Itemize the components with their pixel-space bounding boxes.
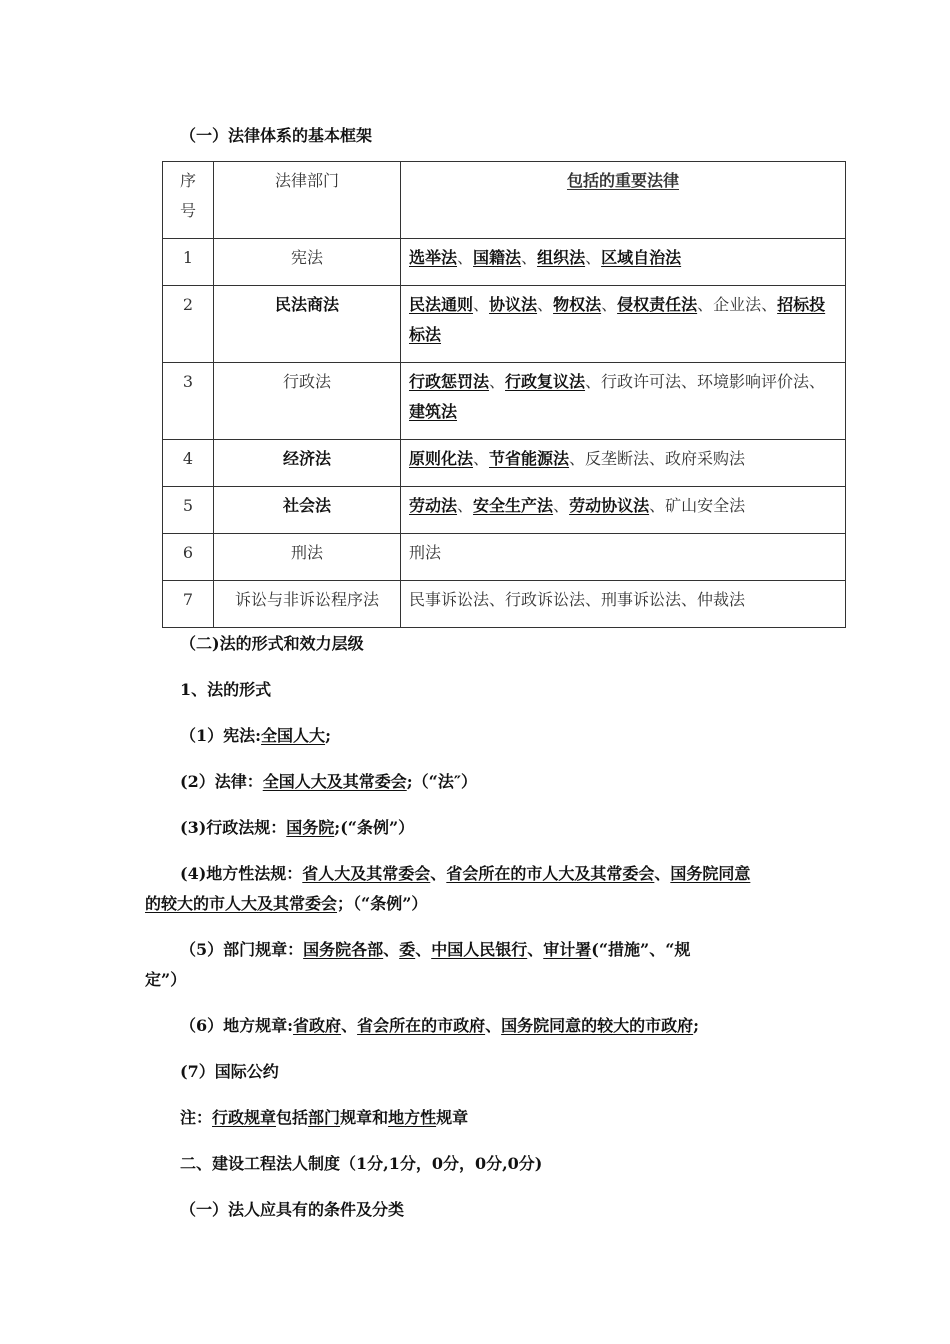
item-dept-rules-line2: 定”） [145,970,187,989]
law-name-underlined: 原则化法 [409,449,474,468]
row-dept: 民法商法 [214,286,401,363]
item-law: (2）法律：全国人大及其常委会;（“法″） [180,772,477,791]
law-name-underlined: 劳动法 [409,496,458,515]
row-dept: 宪法 [214,239,401,286]
table-row [163,581,846,628]
law-name-text: 、 [473,295,490,314]
header-seq: 序 号 [163,162,214,239]
row-no: 2 [163,286,214,363]
item-constitution: （1）宪法:全国人大; [180,726,331,745]
law-name-text: 民事诉讼法、行政诉讼法、刑事诉讼法、仲裁法 [409,590,746,609]
law-name-text: 、企业法、 [697,295,778,314]
law-name-text: 、 [601,295,618,314]
law-name-underlined: 协议法 [489,295,538,314]
row-no: 1 [163,239,214,286]
row-laws [401,239,846,286]
section-heading-law-forms: （二)法的形式和效力层级 [180,634,364,653]
law-name-underlined: 选举法 [409,248,458,267]
row-laws [401,487,846,534]
row-dept: 社会法 [214,487,401,534]
row-dept: 诉讼与非诉讼程序法 [214,581,401,628]
table-row [163,487,846,534]
law-name-text: 、 [521,248,538,267]
row-dept: 刑法 [214,534,401,581]
item-local-regulation-line2: 的较大的市人大及其常委会；（“条例”） [145,894,428,913]
law-name-text: 、矿山安全法 [649,496,746,515]
law-name-underlined: 节省能源法 [489,449,570,468]
table-row [163,286,846,363]
law-name-underlined: 劳动协议法 [569,496,650,515]
row-no: 4 [163,440,214,487]
law-name-text: 、行政许可法、环境影响评价法、 [585,372,826,391]
law-name-underlined: 区域自治法 [601,248,682,267]
header-laws: 包括的重要法律 [401,162,846,239]
law-name-text: 、 [489,372,506,391]
law-name-underlined: 民法通则 [409,295,474,314]
law-name-underlined: 物权法 [553,295,602,314]
note-admin-rules: 注：行政规章包括部门规章和地方性规章 [180,1108,469,1127]
item-local-regulation-line1: (4)地方性法规：省人大及其常委会、省会所在的市人大及其常委会、国务院同意 [180,864,751,883]
law-name-text: 、 [473,449,490,468]
row-laws [401,363,846,440]
item-international-treaty: (7）国际公约 [180,1062,279,1081]
law-name-underlined: 建筑法 [409,402,458,421]
row-laws [401,534,846,581]
row-no: 6 [163,534,214,581]
legal-system-table [162,161,846,628]
law-name-underlined: 国籍法 [473,248,522,267]
law-name-text: 、 [457,496,474,515]
law-name-text: 、反垄断法、政府采购法 [569,449,746,468]
law-name-underlined: 侵权责任法 [617,295,698,314]
row-no: 3 [163,363,214,440]
header-department: 法律部门 [214,162,401,239]
table-header-row [163,162,846,239]
law-name-underlined: 行政惩罚法 [409,372,490,391]
section-heading-legal-framework: （一）法律体系的基本框架 [180,126,373,145]
law-name-underlined: 安全生产法 [473,496,554,515]
table-row [163,440,846,487]
section-heading-legal-person: 二、建设工程法人制度（1分,1分，0分，0分,0分) [180,1154,543,1173]
law-name-underlined: 行政复议法 [505,372,586,391]
law-name-text: 、 [585,248,602,267]
table-row [163,363,846,440]
subheading-law-forms: 1、法的形式 [180,680,272,699]
row-no: 7 [163,581,214,628]
row-no: 5 [163,487,214,534]
item-local-rules: （6）地方规章:省政府、省会所在的市政府、国务院同意的较大的市政府; [180,1016,700,1035]
table-row [163,239,846,286]
row-dept: 行政法 [214,363,401,440]
subheading-legal-person-conditions: （一）法人应具有的条件及分类 [180,1200,405,1219]
law-name-text: 刑法 [409,543,442,562]
item-dept-rules-line1: （5）部门规章：国务院各部、委、中国人民银行、审计署(“措施”、“规 [180,940,691,959]
item-admin-regulation: (3)行政法规：国务院;(“条例”） [180,818,415,837]
row-dept: 经济法 [214,440,401,487]
law-name-underlined: 组织法 [537,248,586,267]
law-name-text: 、 [457,248,474,267]
table-row [163,534,846,581]
row-laws [401,581,846,628]
law-name-text: 、 [537,295,554,314]
law-name-underlined: 招标投标法 [409,295,826,344]
row-laws [401,286,846,363]
row-laws [401,440,846,487]
law-name-text: 、 [553,496,570,515]
